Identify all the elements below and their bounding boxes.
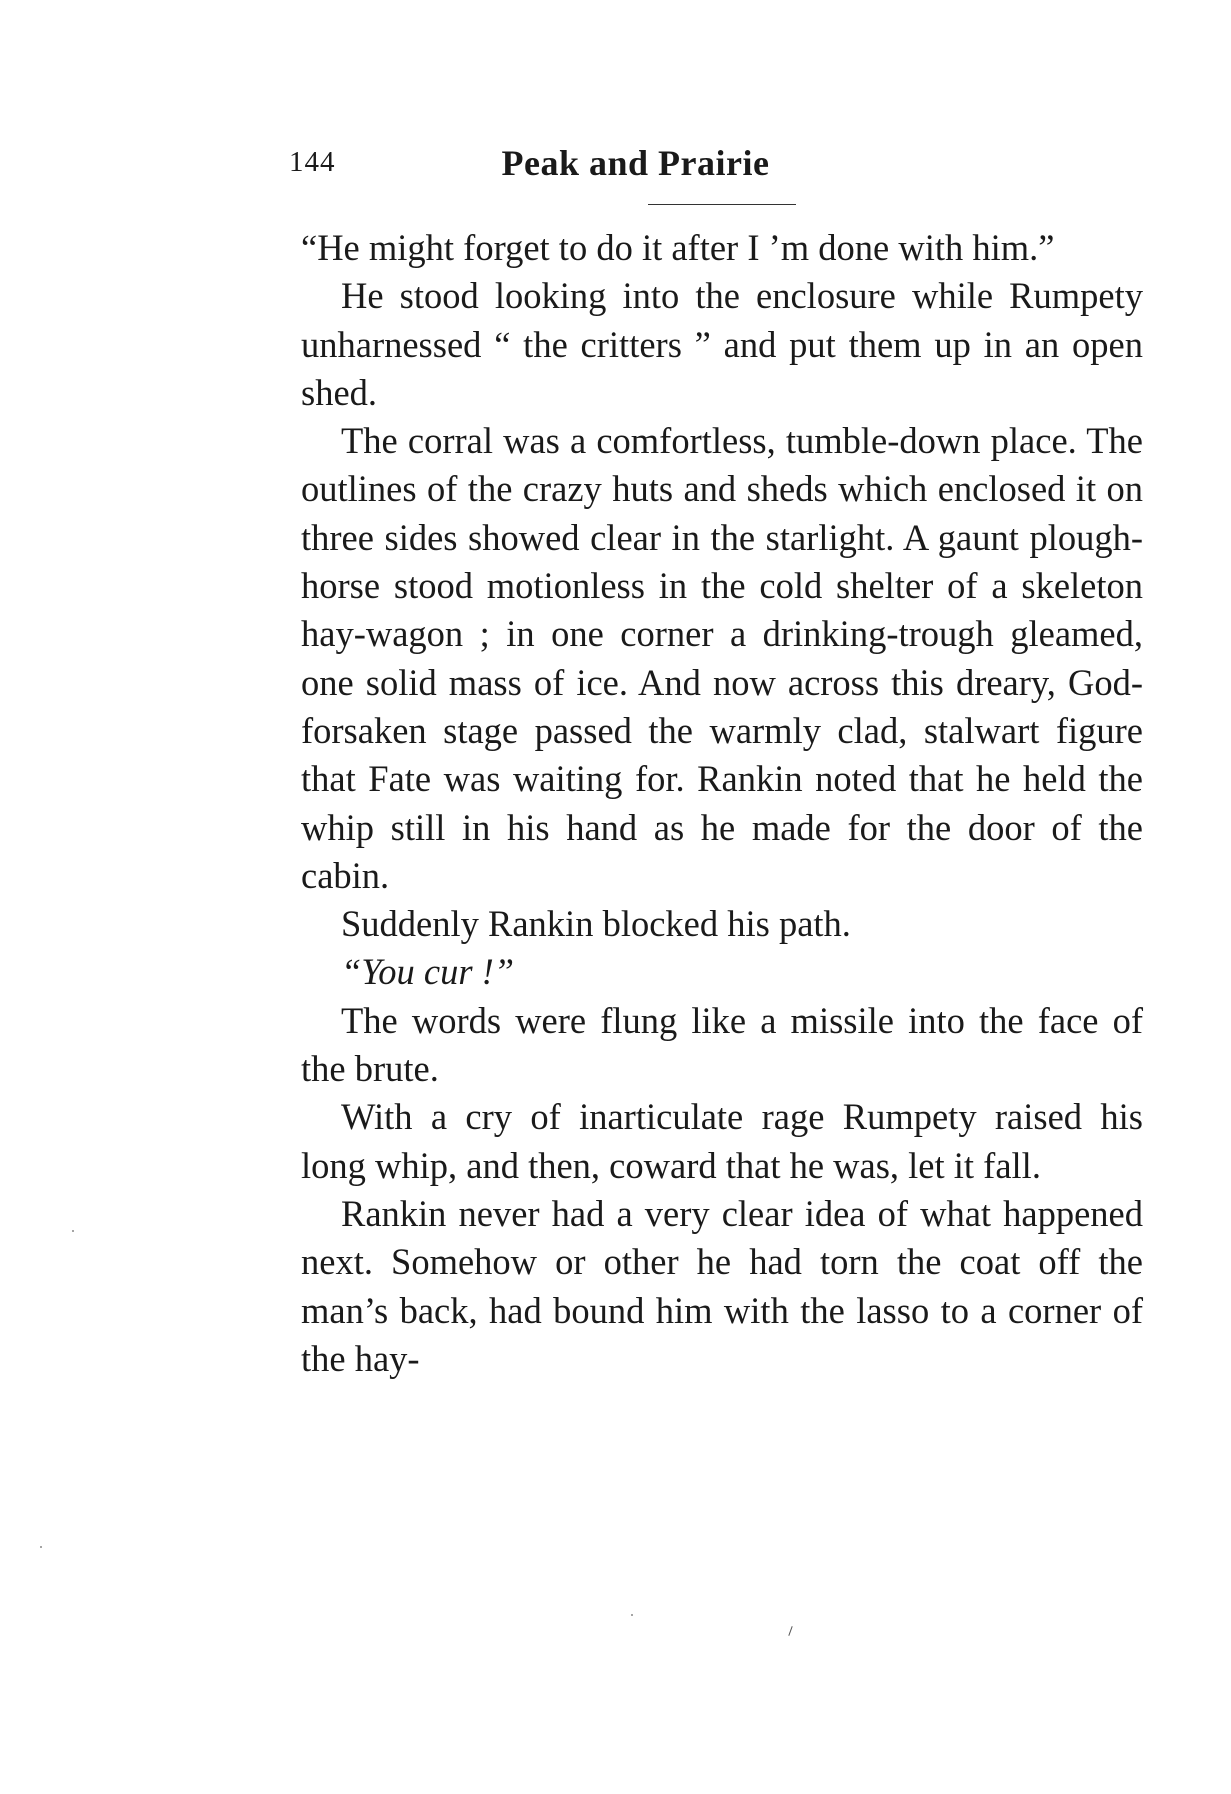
paragraph-6: The words were flung like a missile into the face of the brute.: [301, 999, 1143, 1090]
paragraph-5: [301, 948, 1143, 996]
exclamation-text: “You cur !”: [341, 951, 515, 993]
body-text: [301, 224, 1143, 1383]
paragraph-2: He stood looking into the enclosure while Rumpety unharnessed “ the critters ” and put them up in an open shed.: [301, 275, 1143, 413]
paragraph-1: “He might forget to do it after I ’m done with him.”: [301, 227, 1055, 268]
paragraph-7: With a cry of inarticulate rage Rumpety raised his long whip, and then, coward that he was, let it fall.: [301, 1096, 1143, 1186]
header-rule: [648, 204, 796, 205]
running-title-text: Peak and Prairie: [501, 143, 770, 183]
paper-speck: [40, 1546, 42, 1548]
running-title: [0, 142, 1231, 184]
paragraph-8: Rankin never had a very clear idea of what happened next. Somehow or other he had torn the coat off the man’s back, had bound him with the lasso to a corner of the hay-: [301, 1192, 1143, 1379]
page-number: 144: [289, 146, 336, 178]
paragraph-4: Suddenly Rankin blocked his path.: [341, 903, 851, 945]
paragraph-3: The corral was a comfortless, tumble-down place. The outlines of the crazy huts and sheds which enclosed it on three sides showed clear in the starlight. A gaunt plough-horse stood motionless in the cold shelter of a skeleton hay-wagon ; in one corner a drinking-trough gleamed, one solid mass of ice. And now across this dreary, God-forsaken stage passed the warmly clad, stalwart figure that Fate was waiting for. Rankin noted that he held the whip still in his hand as he made for the door of the cabin.: [301, 420, 1143, 896]
paper-speck: [72, 1230, 74, 1232]
paper-mark: [788, 1626, 792, 1636]
paper-speck: [631, 1614, 633, 1616]
